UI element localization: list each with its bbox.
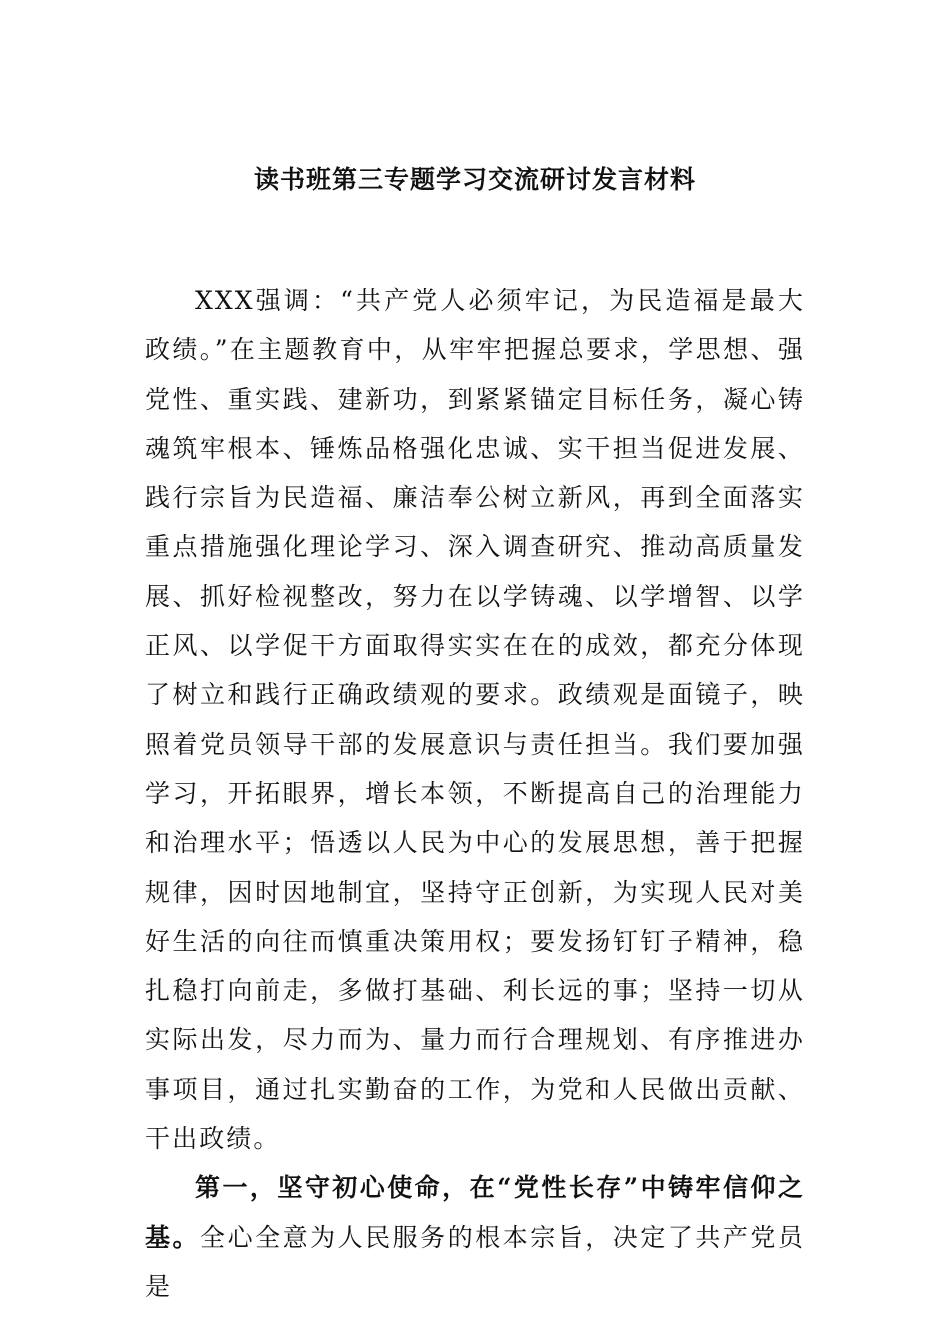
paragraph-first-point-heading: 第一，坚守初心使命，在“党性长存”中铸牢信仰之基。 (145, 1173, 805, 1252)
paragraph-first-point (145, 1163, 805, 1311)
paragraph-intro (145, 276, 805, 1163)
document-title: 读书班第三专题学习交流研讨发言材料 (253, 165, 696, 194)
document-body (145, 276, 805, 1311)
paragraph-first-point-text: 全心全意为人民服务的根本宗旨，决定了共产党员是 (145, 1222, 806, 1301)
paragraph-intro-text: XXX强调：“共产党人必须牢记，为民造福是最大政绩。”在主题教育中，从牢牢把握总要求，学思想、强党性、重实践、建新功，到紧紧锚定目标任务，凝心铸魂筑牢根本、锤炼品格强化忠诚、实干担当促进发展、践行宗旨为民造福、廉洁奉公树立新风，再到全面落实重点措施强化理论学习、深入调查研究、推动高质量发展、抓好检视整改，努力在以学铸魂、以学增智、以学正风、以学促干方面取得实实在在的成效，都充分体现了树立和践行正确政绩观的要求。政绩观是面镜子，映照着党员领导干部的发展意识与责任担当。我们要加强学习，开拓眼界，增长本领，不断提高自己的治理能力和治理水平；悟透以人民为中心的发展思想，善于把握规律，因时因地制宜，坚持守正创新，为实现人民对美好生活的向往而慎重决策用权；要发扬钉钉子精神，稳扎稳打向前走，多做打基础、利长远的事；坚持一切从实际出发，尽力而为、量力而行合理规划、有序推进办事项目，通过扎实勤奋的工作，为党和人民做出贡献、干出政绩。 (145, 286, 805, 1154)
